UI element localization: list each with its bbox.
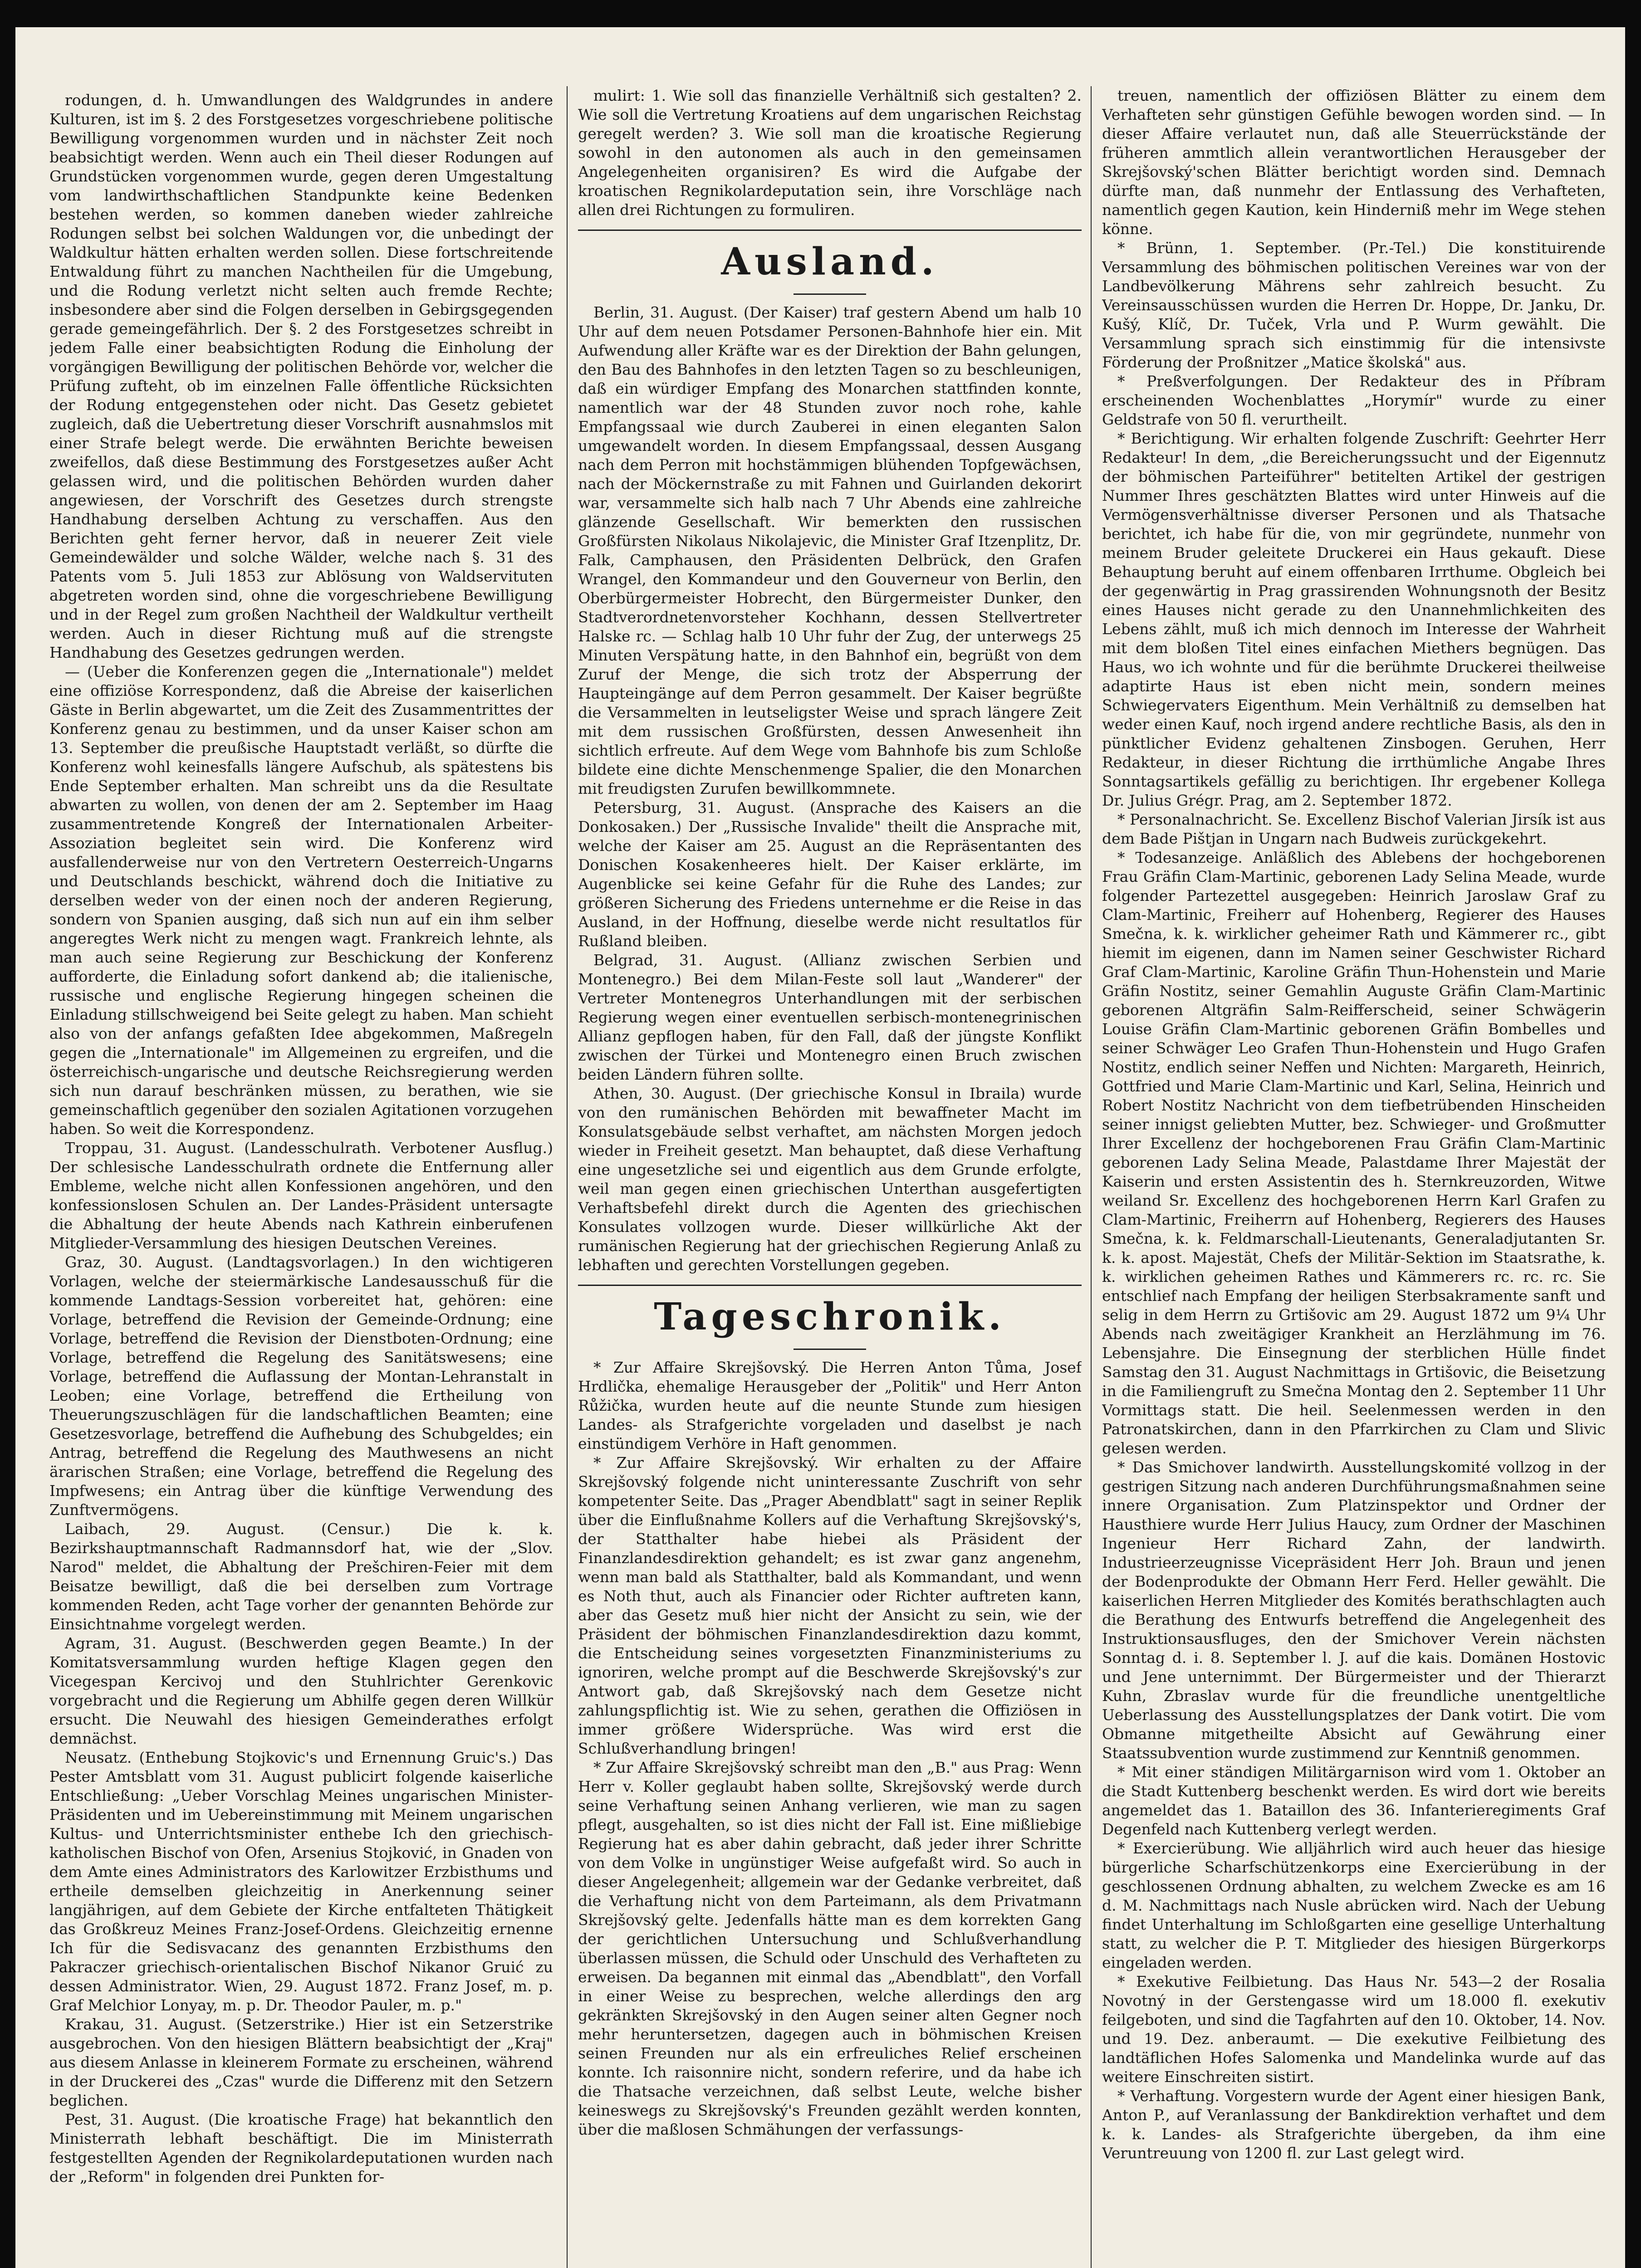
section-rule	[578, 230, 1082, 231]
article-paragraph: rodungen, d. h. Umwandlungen des Waldgrundes in andere Kulturen, ist im §. 2 des Forstgesetzes vorgeschriebene politische Bewilligung vorgenommen wurden und in nächster Zeit noch beabsichtigt werden. Wenn auch ein Theil dieser Rodungen auf Grundstücken vorgenommen wurde, gegen deren Umgestaltung vom landwirthschaftlichen Standpunkte keine Bedenken bestehen werden, so kommen daneben wieder zahlreiche Rodungen selbst bei solchen Waldungen vor, die unbedingt der Waldkultur hätten erhalten werden sollen. Diese fortschreitende Entwaldung führt zu manchen Nachtheilen für die Umgebung, und die Rodung verletzt nicht selten auch fremde Rechte; insbesondere aber sind die Folgen derselben in Gebirgsgegenden gerade gemeingefährlich. Der §. 2 des Forstgesetzes schreibt in jedem Falle einer beabsichtigten Rodung die Einholung der vorgängigen Bewilligung der politischen Behörde vor, welcher die Prüfung zufteht, ob im einzelnen Falle öffentliche Rücksichten der Rodung entgegenstehen oder nicht. Das Gesetz gebietet zugleich, daß die Uebertretung dieser Vorschrift ausnahmslos mit einer Strafe belegt werde. Die erwähnten Berichte beweisen zweifellos, daß diese Bestimmung des Forstgesetzes außer Acht gelassen wird, und die politischen Behörden wurden daher angewiesen, der Vorschrift des Gesetzes durch strengste Handhabung derselben Achtung zu verschaffen. Aus den Berichten geht ferner hervor, daß in neuerer Zeit viele Gemeindewälder und solche Wälder, welche nach §. 31 des Patents vom 5. Juli 1853 zur Ablösung von Waldservituten abgetreten worden sind, ohne die vorgeschriebene Bewilligung und in der Regel zum großen Nachtheil der Waldkultur vertheilt werden. Auch in dieser Richtung muß auf die strengste Handhabung des Gesetzes gedrungen werden.	[49, 91, 553, 661]
article-paragraph: * Personalnachricht. Se. Excellenz Bischof Valerian Jirsík ist aus dem Bade Pištjan in Ungarn nach Budweis zurückgekehrt.	[1102, 811, 1606, 847]
article-paragraph: * Zur Affaire Skrejšovský schreibt man den „B." aus Prag: Wenn Herr v. Koller geglaubt haben sollte, Skrejšovský werde durch seine Verhaftung seinen Anhang verlieren, wie man zu sagen pflegt, ausgehalten, so ist dies nicht der Fall ist. Eine mißliebige Regierung hat es aber dahin gebracht, daß jeder ihrer Schritte von dem Volke in ungünstiger Weise aufgefaßt wird. So auch in dieser Angelegenheit; allgemein war der Gedanke verbreitet, daß die Verhaftung nicht von dem Parteimann, als dem Privatmann Skrejšovský gelte. Jedenfalls hätte man es dem korrekten Gang der gerichtlichen Untersuchung und Schlußverhandlung überlassen müssen, die Schuld oder Unschuld des Verhafteten zu erweisen. Da begannen mit einmal das „Abendblatt", den Vorfall in einer Weise zu besprechen, welche allerdings den arg gekränkten Skrejšovský in den Augen seiner alten Gegner noch mehr heruntersetzen, dagegen auch in böhmischen Kreisen seinen Freunden nur als ein erfreuliches Relief erscheinen konnte. Ich raisonnire nicht, sondern referire, und da habe ich die Thatsache verzeichnen, daß selbst Leute, welche bisher keineswegs zu Skrejšovský's Freunden gezählt werden konnten, über die maßlosen Schmähungen der verfassungs-	[578, 1759, 1082, 2138]
column-divider	[1091, 86, 1092, 2268]
newspaper-page	[15, 27, 1625, 2268]
article-paragraph: * Zur Affaire Skrejšovský. Die Herren Anton Tůma, Josef Hrdlička, ehemalige Herausgeber der „Politik" und Herr Anton Růžička, wurden heute auf die neunte Stunde zum hiesigen Landes- als Strafgerichte vorgeladen und daselbst je nach einstündigem Verhöre in Haft genommen.	[578, 1359, 1082, 1452]
article-paragraph: Laibach, 29. August. (Censur.) Die k. k. Bezirkshauptmannschaft Radmannsdorf hat, wie der „Slov. Narod" meldet, die Abhaltung der Prešchiren-Feier mit dem Beisatze bewilligt, daß die bei derselben zum Vortrage kommenden Reden, acht Tage vorher der genannten Behörde zur Einsichtnahme vorgelegt werden.	[49, 1520, 553, 1633]
article-paragraph: * Brünn, 1. September. (Pr.-Tel.) Die konstituirende Versammlung des böhmischen politischen Vereines war von der Landbevölkerung Mährens sehr zahlreich besucht. Zu Vereinsausschüssen wurden die Herren Dr. Hoppe, Dr. Janku, Dr. Kušý, Klíč, Dr. Tuček, Vrla und P. Wurm gewählt. Die Versammlung sprach sich einstimmig für die intensivste Förderung der Proßnitzer „Matice školská" aus.	[1102, 239, 1606, 371]
heading-rule	[794, 293, 866, 295]
column-left	[49, 91, 553, 2268]
heading-rule	[794, 1349, 866, 1350]
article-paragraph: Berlin, 31. August. (Der Kaiser) traf gestern Abend um halb 10 Uhr auf dem neuen Potsdamer Personen-Bahnhofe hier ein. Mit Aufwendung aller Kräfte war es der Direktion der Bahn gelungen, den Bau des Bahnhofes in den letzten Tagen so zu beschleunigen, daß ein würdiger Empfang des Monarchen stattfinden konnte, namentlich war der 48 Stunden zuvor noch rohe, kahle Empfangssaal wie durch Zauberei in einen eleganten Salon umgewandelt worden. In diesem Empfangssaal, dessen Ausgang nach dem Perron mit hochstämmigen blühenden Topfgewächsen, nach der Möckernstraße zu mit Fahnen und Guirlanden dekorirt war, versammelte sich halb nach 7 Uhr Abends eine zahlreiche glänzende Gesellschaft. Wir bemerkten den russischen Großfürsten Nikolaus Nikolajevic, die Minister Graf Itzenplitz, Dr. Falk, Camphausen, den Präsidenten Delbrück, den Grafen Wrangel, den Kommandeur und den Gouverneur von Berlin, den Oberbürgermeister Hobrecht, den Bürgermeister Dunker, den Stadtverordnetenvorsteher Kochhann, dessen Stellvertreter Halske rc. — Schlag halb 10 Uhr fuhr der Zug, der unterwegs 25 Minuten Verspätung hatte, in den Bahnhof ein, begrüßt von dem Zuruf der Menge, die sich trotz der Absperrung der Haupteingänge auf dem Perron gesammelt. Der Kaiser begrüßte die Versammelten in leutseligster Weise und sprach längere Zeit mit dem russischen Großfürsten, dessen Anwesenheit ihn sichtlich erfreute. Auf dem Wege vom Bahnhofe bis zum Schloße bildete eine dichte Menschenmenge Spalier, die den Monarchen mit freudigsten Zurufen bewillkommnete.	[578, 303, 1082, 797]
column-middle	[578, 86, 1082, 2268]
article-paragraph: * Exekutive Feilbietung. Das Haus Nr. 543—2 der Rosalia Novotný in der Gerstengasse wird um 18.000 fl. exekutiv feilgeboten, und sind die Tagfahrten auf den 10. Oktober, 14. Nov. und 19. Dez. anberaumt. — Die exekutive Feilbietung des landtäflichen Hofes Salomenka und Mandelinka wurde auf das weitere Einschreiten sistirt.	[1102, 1973, 1606, 2086]
article-paragraph: * Todesanzeige. Anläßlich des Ablebens der hochgeborenen Frau Gräfin Clam-Martinic, geborenen Lady Selina Meade, wurde folgender Partezettel ausgegeben: Heinrich Jaroslaw Graf zu Clam-Martinic, Freiherr auf Hohenberg, Regierer des Hauses Smečna, k. k. wirklicher geheimer Rath und Kämmerer rc., gibt hiemit im eigenen, dann im Namen seiner Geschwister Richard Graf Clam-Martinic, Karoline Gräfin Thun-Hohenstein und Marie Gräfin Nostitz, seiner Gemahlin Auguste Gräfin Clam-Martinic geborenen Altgräfin Salm-Reifferscheid, seiner Schwägerin Louise Gräfin Clam-Martinic geborenen Gräfin Bombelles und seiner Schwäger Leo Grafen Thun-Hohenstein und Hugo Grafen Nostitz, endlich seiner Neffen und Nichten: Margareth, Heinrich, Gottfried und Marie Clam-Martinic und Karl, Selina, Heinrich und Robert Nostitz Nachricht von dem tiefbetrübenden Hinscheiden seiner innigst geliebten Mutter, bez. Schwieger- und Großmutter Ihrer Excellenz der hochgeborenen Frau Gräfin Clam-Martinic geborenen Lady Selina Meade, Palastdame Ihrer Majestät der Kaiserin und ersten Assistentin des h. Sternkreuzorden, Witwe weiland Sr. Excellenz des hochgeborenen Herrn Karl Grafen zu Clam-Martinic, Freiherrn auf Hohenberg, Regierers des Hauses Smečna, k. k. Feldmarschall-Lieutenants, Generaladjutanten Sr. k. k. apost. Majestät, Chefs der Militär-Sektion im Staatsrathe, k. k. wirklichen geheimen Rathes und Kämmerers rc. rc. rc. Sie entschlief nach Empfang der heiligen Sterbsakramente sanft und selig in dem Herrn zu Grtišovic am 29. August 1872 um 9¼ Uhr Abends nach zweitägiger Krankheit an Herzlähmung im 76. Lebensjahre. Die Einsegnung der sterblichen Hülle findet Samstag den 31. August Nachmittags in Grtišovic, die Beisetzung in die Familiengruft zu Smečna Montag den 2. September 11 Uhr Vormittags statt. Die heil. Seelenmessen werden in den Patronatskirchen, dann in den Pfarrkirchen zu Clam und Slivic gelesen werden.	[1102, 849, 1606, 1457]
article-paragraph: Pest, 31. August. (Die kroatische Frage) hat bekanntlich den Ministerrath lebhaft beschäftigt. Die im Ministerrath festgestellten Agenden der Regnikolardeputationen wurden nach der „Reform" in folgenden drei Punkten for-	[49, 2111, 553, 2185]
article-paragraph: * Berichtigung. Wir erhalten folgende Zuschrift: Geehrter Herr Redakteur! In dem, „die Bereicherungssucht und der Eigennutz der böhmischen Parteiführer" betitelten Artikel der gestrigen Nummer Ihres geschätzten Blattes wird unter Hinweis auf die Vermögensverhältnisse diverser Personen und als Thatsache berichtet, ich habe für die, von mir gegründete, nunmehr von meinem Bruder geleitete Druckerei ein Haus gekauft. Diese Behauptung beruht auf einem offenbaren Irrthume. Obgleich bei der gegenwärtig in Prag grassirenden Wohnungsnoth der Besitz eines Hauses nicht gerade zu den Unannehmlichkeiten des Lebens zählt, muß ich mich dennoch im Interesse der Wahrheit mit dem bloßen Titel eines einfachen Miethers begnügen. Das Haus, wo ich wohnte und für die berühmte Druckerei theilweise adaptirte Haus ist eben nicht mein, sondern meines Schwiegervaters Eigenthum. Mein Verhältniß zu demselben hat weder einen Kauf, noch irgend andere rechtliche Basis, als den in pünktlicher Evidenz gehaltenen Zinsbogen. Geruhen, Herr Redakteur, in dieser Richtung die irrthümliche Angabe Ihres Sonntagsartikels gefällig zu berichtigen. Ihr ergebener Kollega Dr. Julius Grégr. Prag, am 2. September 1872.	[1102, 430, 1606, 809]
article-paragraph: Agram, 31. August. (Beschwerden gegen Beamte.) In der Komitatsversammlung wurden heftige Klagen gegen den Vicegespan Kercivoj und den Stuhlrichter Gerenkovic vorgebracht und die Regierung um Abhilfe gegen deren Willkür ersucht. Die Neuwahl des hiesigen Gemeinderathes erfolgt demnächst.	[49, 1634, 553, 1747]
article-paragraph: Petersburg, 31. August. (Ansprache des Kaisers an die Donkosaken.) Der „Russische Invalide" theilt die Ansprache mit, welche der Kaiser am 25. August an die Repräsentanten des Donischen Kosakenheeres hielt. Der Kaiser erklärte, im Augenblicke sei keine Gefahr für die Ruhe des Landes; zur größeren Sicherung des Friedens unternehme er die Reise in das Ausland, in der Hoffnung, dieselbe werde nicht resultatlos für Rußland bleiben.	[578, 799, 1082, 950]
article-paragraph: * Das Smichover landwirth. Ausstellungskomité vollzog in der gestrigen Sitzung nach anderen Durchführungsmaßnahmen seine innere Organisation. Zum Platzinspektor und Ordner der Hausthiere wurde Herr Julius Haucy, zum Ordner der Maschinen Ingenieur Herr Richard Zahn, der landwirth. Industrieerzeugnisse Vicepräsident Herr Joh. Braun und jenen der Bodenprodukte der Obmann Herr Ferd. Heller gewählt. Die kaiserlichen Herren Mitglieder des Komités berathschlagten auch die Berathung des Entwurfs betreffend die Angelegenheit des Instruktionsausfluges, den der Smichover Verein nächsten Sonntag d. i. 8. September l. J. auf die kais. Domänen Hostovic und Jene unternimmt. Der Bürgermeister und der Thierarzt Kuhn, Zbraslav wurde für die freundliche unentgeltliche Ueberlassung des Ausstellungsplatzes der Dank votirt. Die vom Obmanne mitgetheilte Absicht auf Gewährung einer Staatssubvention wurde zustimmend zur Kenntniß genommen.	[1102, 1458, 1606, 1762]
article-paragraph: Athen, 30. August. (Der griechische Konsul in Ibraila) wurde von den rumänischen Behörden mit bewaffneter Macht im Konsulatsgebäude selbst verhaftet, am nächsten Morgen jedoch wieder in Freiheit gesetzt. Man behauptet, daß diese Verhaftung eine ungesetzliche sei und eigentlich aus dem Grunde erfolgte, weil man gegen einen griechischen Unterthan ausgefertigten Verhaftsbefehl direkt durch die Agenten des griechischen Konsulates vollzogen wurde. Dieser willkürliche Akt der rumänischen Regierung hat der griechischen Regierung Anlaß zu lebhaften und gerechten Vorstellungen gegeben.	[578, 1085, 1082, 1274]
column-right	[1102, 86, 1606, 2268]
article-paragraph: Belgrad, 31. August. (Allianz zwischen Serbien und Montenegro.) Bei dem Milan-Feste soll laut „Wanderer" der Vertreter Montenegros Unterhandlungen mit der serbischen Regierung wegen einer eventuellen serbisch-montenegrinischen Allianz gepflogen haben, für den Fall, daß der jüngste Konflikt zwischen der Türkei und Montenegro einen Bruch zwischen beiden Ländern führen sollte.	[578, 951, 1082, 1083]
section-rule	[578, 1285, 1082, 1286]
article-paragraph: Troppau, 31. August. (Landesschulrath. Verbotener Ausflug.) Der schlesische Landesschulrath ordnete die Entfernung aller Embleme, welche nicht allen Konfessionen angehören, und den konfessionslosen Schulen an. Der Landes-Präsident untersagte die Abhaltung der heute Abends nach Kathrein einberufenen Mitglieder-Versammlung des hiesigen Deutschen Vereines.	[49, 1139, 553, 1252]
section-heading-ausland: Ausland.	[721, 240, 939, 284]
column-divider	[567, 86, 568, 2268]
article-paragraph: Neusatz. (Enthebung Stojkovic's und Ernennung Gruic's.) Das Pester Amtsblatt vom 31. August publicirt folgende kaiserliche Entschließung: „Ueber Vorschlag Meines ungarischen Minister-Präsidenten und im Uebereinstimmung mit Meinem ungarischen Kultus- und Unterrichtsminister enthebe Ich den griechisch-katholischen Bischof von Ofen, Arsenius Stojković, in Gnaden von dem Amte eines Administrators des Karlowitzer Erzbisthums und ertheile demselben gleichzeitig in Anerkennung seiner langjährigen, auf dem Gebiete der Kirche entfalteten Thätigkeit das Großkreuz Meines Franz-Josef-Ordens. Gleichzeitig ernenne Ich für die Sedisvacanz des genannten Erzbisthums den Pakraczer griechisch-orientalischen Bischof Nikanor Gruić zu dessen Administrator. Wien, 29. August 1872. Franz Josef, m. p. Graf Melchior Lonyay, m. p. Dr. Theodor Pauler, m. p."	[49, 1749, 553, 2014]
article-paragraph: treuen, namentlich der offiziösen Blätter zu einem dem Verhafteten sehr günstigen Gefühle bewogen worden sind. — In dieser Affaire verlautet nun, daß alle Steuerrückstände der früheren ammtlich allein verantwortlichen Herausgeber der Skrejšovský'schen Blätter berichtigt worden sind. Demnach dürfte man, daß nunmehr der Entlassung des Verhafteten, namentlich gegen Kaution, kein Hinderniß mehr im Wege stehen könne.	[1102, 87, 1606, 238]
article-paragraph: * Exercierübung. Wie alljährlich wird auch heuer das hiesige bürgerliche Scharfschützenkorps eine Exercierübung in der geschlossenen Ordnung abhalten, zu welchem Zwecke es am 16 d. M. Nachmittags nach Nusle abrücken wird. Nach der Uebung findet Unterhaltung im Schloßgarten eine gesellige Unterhaltung statt, zu welcher die P. T. Mitglieder des hiesigen Bürgerkorps eingeladen werden.	[1102, 1839, 1606, 1971]
article-paragraph: Krakau, 31. August. (Setzerstrike.) Hier ist ein Setzerstrike ausgebrochen. Von den hiesigen Blättern beabsichtigt der „Kraj" aus diesem Anlasse in kleinerem Formate zu erscheinen, während in der Druckerei des „Czas" wurde die Differenz mit den Setzern beglichen.	[49, 2015, 553, 2109]
article-paragraph: mulirt: 1. Wie soll das finanzielle Verhältniß sich gestalten? 2. Wie soll die Vertretung Kroatiens auf dem ungarischen Reichstag geregelt werden? 3. Wie soll man die kroatische Regierung sowohl in den autonomen als auch in den gemeinsamen Angelegenheiten organisiren? Es wird die Aufgabe der kroatischen Regnikolardeputation sein, ihre Vorschläge nach allen drei Richtungen zu formuliren.	[578, 87, 1082, 219]
article-paragraph: * Zur Affaire Skrejšovský. Wir erhalten zu der Affaire Skrejšovský folgende nicht uninteressante Zuschrift von sehr kompetenter Seite. Das „Prager Abendblatt" sagt in seiner Replik über die Einflußnahme Kollers auf die Verhaftung Skrejšovský's, der Statthalter habe hiebei als Präsident der Finanzlandesdirektion gehandelt; es ist zwar ganz angenehm, wenn man bald als Statthalter, bald als Kommandant, und wenn es Noth thut, auch als Financier oder Richter auftreten kann, aber das Gesetz muß hier nicht der Ansicht zu sein, wie der Präsident der böhmischen Finanzlandesdirektion dazu kommt, die Entscheidung seines vorgesetzten Finanzministeriums zu ignoriren, welche prompt auf die Beschwerde Skrejšovský's zur Antwort gab, daß Skrejšovský nach dem Gesetze nicht zahlungspflichtig ist. Wie zu sehen, gerathen die Offiziösen in immer größere Widersprüche. Was wird erst die Schlußverhandlung bringen!	[578, 1454, 1082, 1757]
section-heading-tageschronik: Tageschronik.	[654, 1295, 1006, 1339]
article-paragraph: * Verhaftung. Vorgestern wurde der Agent einer hiesigen Bank, Anton P., auf Veranlassung der Bankdirektion verhaftet und dem k. k. Landes- als Strafgerichte übergeben, da ihm eine Veruntreuung von 1200 fl. zur Last gelegt wird.	[1102, 2087, 1606, 2162]
article-paragraph: Graz, 30. August. (Landtagsvorlagen.) In den wichtigeren Vorlagen, welche der steiermärkische Landesausschuß für die kommende Landtags-Session vorbereitet hat, gehören: eine Vorlage, betreffend die Revision der Gemeinde-Ordnung; eine Vorlage, betreffend die Revision der Dienstboten-Ordnung; eine Vorlage, betreffend die Regelung des Sanitätswesens; eine Vorlage, betreffend die Auflassung der Montan-Lehranstalt in Leoben; eine Vorlage, betreffend die Ertheilung von Theuerungszuschlägen für die landschaftlichen Beamten; eine Gesetzesvorlage, betreffend die Aufhebung des Schubgeldes; ein Antrag, betreffend die Regelung des Mauthwesens an nicht ärarischen Straßen; eine Vorlage, betreffend die Regelung des Impfwesens; ein Antrag über die künftige Verwendung des Zunftvermögens.	[49, 1253, 553, 1519]
article-paragraph: * Preßverfolgungen. Der Redakteur des in Příbram erscheinenden Wochenblattes „Horymír" wurde zu einer Geldstrafe von 50 fl. verurtheilt.	[1102, 372, 1606, 428]
article-paragraph: * Mit einer ständigen Militärgarnison wird vom 1. Oktober an die Stadt Kuttenberg beschenkt werden. Es wird dort wie bereits angemeldet das 1. Bataillon des 36. Infanterieregiments Graf Degenfeld nach Kuttenberg verlegt werden.	[1102, 1763, 1606, 1838]
article-paragraph: — (Ueber die Konferenzen gegen die „Internationale") meldet eine offiziöse Korrespondenz, daß die Abreise der kaiserlichen Gäste in Berlin abgewartet, um die Zeit des Zusammentrittes der Konferenz genau zu bestimmen, und da unser Kaiser schon am 13. September die preußische Hauptstadt verläßt, so dürfte die Konferenz wohl keinesfalls längere Aufschub, als spätestens bis Ende September erhalten. Man schreibt uns da die Resultate abwarten zu wollen, von denen der am 2. September im Haag zusammentretende Kongreß der Internationalen Arbeiter-Assoziation begleitet sein wird. Die Konferenz wird ausfallenderweise nur von den Vertretern Oesterreich-Ungarns und Deutschlands beschickt, während doch die Initiative zu derselben weder von der einen noch der anderen Regierung, sondern von Spanien ausging, daß sich nun auf ein ihm selber angeregtes Werk nicht zu mengen wagt. Frankreich lehnte, als man auch seine Regierung zur Beschickung der Konferenz aufforderte, die Einladung sofort dankend ab; die italienische, russische und englische Regierung hingegen scheinen die Einladung stillschweigend bei Seite gelegt zu haben. Man schieht also von der anfangs gefaßten Idee abgekommen, Maßregeln gegen die „Internationale" im Allgemeinen zu ergreifen, und die österreichisch-ungarische und deutsche Reichsregierung werden sich nun darauf beschränken müssen, zu berathen, wie sie gemeinschaftlich gegenüber den sozialen Agitationen vorzugehen haben. So weit die Korrespondenz.	[49, 663, 553, 1138]
